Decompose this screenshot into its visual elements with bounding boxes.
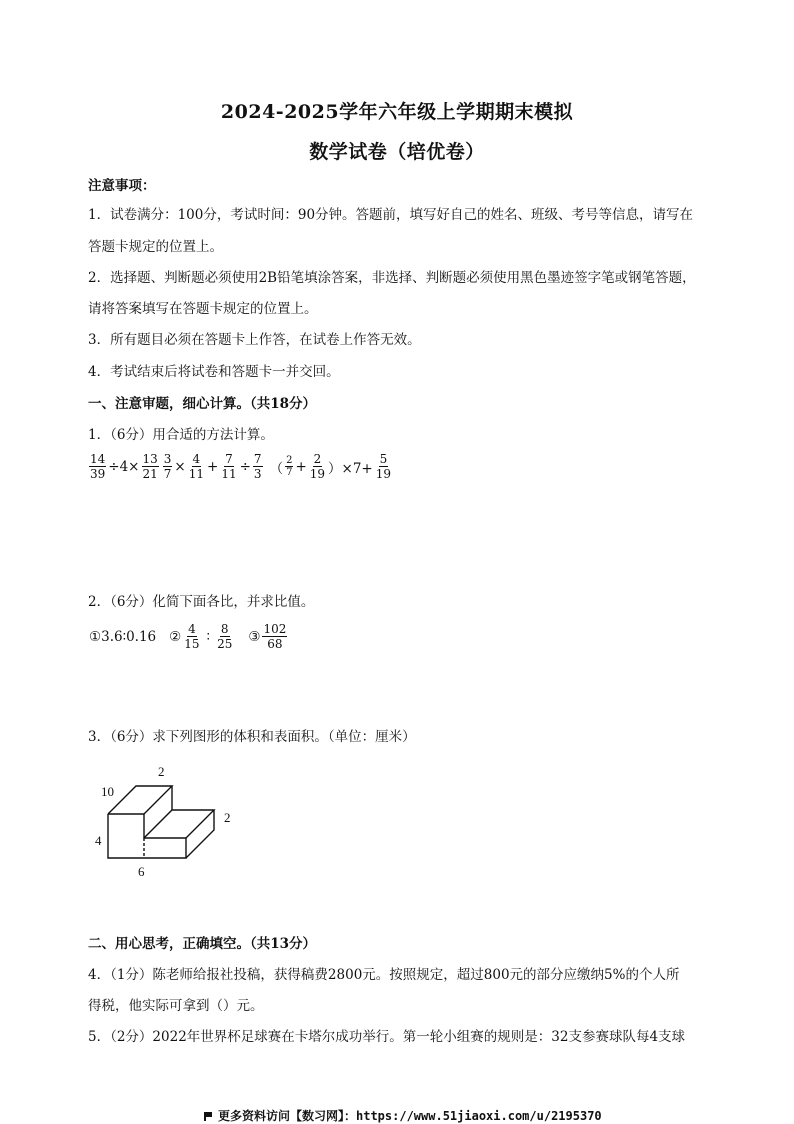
fraction: $\frac{5}{19}$ [375,452,392,481]
q2-expressions [88,622,288,651]
operator: ÷ [239,458,251,475]
question-4: 4．（1分）陈老师给报社投稿，获得稿费2800元。按照规定，超过800元的部分应缴纳5%的个人所 [88,967,680,983]
page-subtitle: 数学试卷（培优卷） [309,141,485,163]
dimension-label: 4 [95,833,102,848]
footer-link[interactable] [204,1107,602,1124]
fraction: $\frac{7}{11}$ [221,452,237,481]
footer-text: 更多资料访问【数习网】：https://www.51jiaoxi.com/u/2195370 [218,1109,602,1123]
fraction: $\frac{3}{7}$ [163,452,172,481]
operator: ÷4× [108,458,140,475]
q1-expressions [88,452,393,481]
flag-icon [204,1112,214,1121]
question-3: 3．（6分）求下列图形的体积和表面积。（单位：厘米） [88,729,416,745]
question-5: 5．（2分）2022年世界杯足球赛在卡塔尔成功举行。第一轮小组赛的规则是：32支参赛球队每4支球 [88,1029,686,1045]
notice-line: 1．试卷满分：100分，考试时间：90分钟。答题前，填写好自己的姓名、班级、考号等信息，请写在 [88,207,694,223]
operator: + [295,458,307,475]
notice-line: 请将答案填写在答题卡规定的位置上。 [88,301,318,317]
dimension-label: 2 [158,764,165,779]
fraction: $\frac{2}{7}$ [286,455,293,478]
section2-heading: 二、用心思考，正确填空。（共13分） [88,936,317,952]
notice-line: 答题卡规定的位置上。 [88,239,223,255]
operator: ∶ [206,628,211,645]
dimension-label: 6 [138,864,145,879]
operator: + [207,458,219,475]
notice-line: 2．选择题、判断题必须使用2B铅笔填涂答案，非选择、判断题必须使用黑色墨迹签字笔或钢笔答题， [88,270,696,286]
item-label: ② [169,628,182,645]
section1-heading: 一、注意审题，细心计算。（共18分） [88,396,317,412]
fraction: $\frac{7}{3}$ [253,452,262,481]
solid-figure-diagram [88,760,248,885]
fraction: $\frac{4}{11}$ [188,452,205,481]
question-4-cont: 得税，他实际可拿到（）元。 [88,998,264,1014]
notice-line: 3．所有题目必须在答题卡上作答，在试卷上作答无效。 [88,332,421,348]
fraction: $\frac{8}{25}$ [217,622,233,651]
fraction: $\frac{13}{21}$ [142,452,158,481]
dimension-label: 10 [101,784,114,799]
fraction: $\frac{102}{68}$ [263,622,287,651]
fraction: $\frac{4}{15}$ [184,622,200,651]
question-1: 1．（6分）用合适的方法计算。 [88,427,274,443]
page-title: 2024-2025学年六年级上学期期末模拟 [220,101,574,123]
fraction: $\frac{14}{39}$ [90,452,106,481]
dimension-label: 2 [224,810,231,825]
question-2: 2．（6分）化简下面各比，并求比值。 [88,594,315,610]
operator: ）×7+ [328,460,373,477]
fraction: $\frac{2}{19}$ [309,452,326,481]
ratio-item: ①3.6∶0.16 [89,628,157,645]
notice-line: 4．考试结束后将试卷和答题卡一并交回。 [88,364,340,380]
notice-heading: 注意事项： [88,178,156,194]
item-label: ③ [248,628,261,645]
operator: × [174,458,186,475]
operator: （ [269,460,284,477]
